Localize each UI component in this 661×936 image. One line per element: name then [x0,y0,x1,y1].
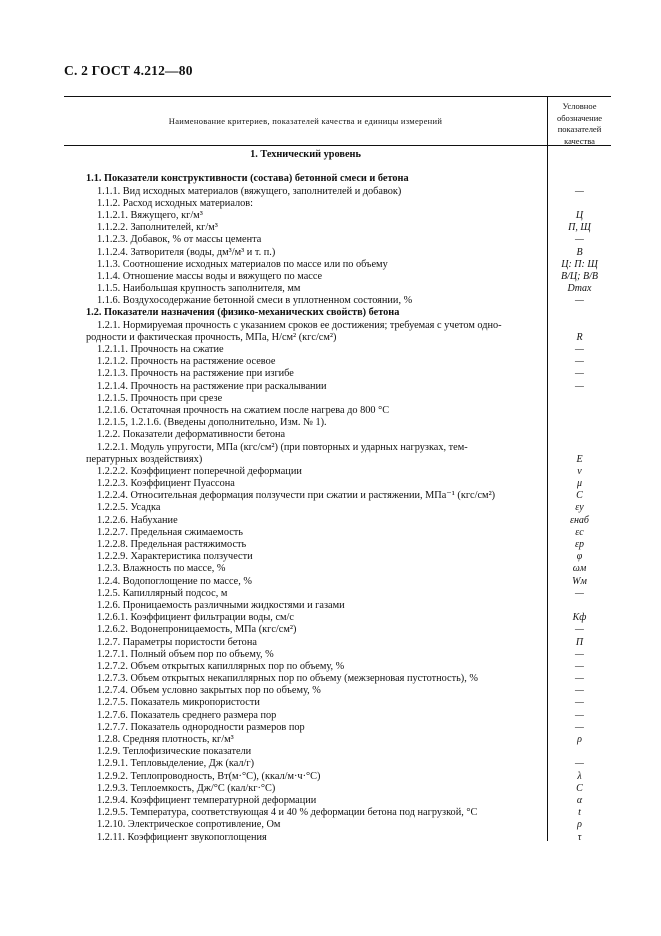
criterion-text: 1.2.7.1. Полный объем пор по объему, % [97,648,274,660]
section-heading [64,149,611,161]
table-row [64,368,611,380]
criterion-text: 1.2.1.5, 1.2.1.6. (Введены дополнительно, Изм. № 1). [97,417,327,429]
column-header-symbol-line: Условное [562,101,597,111]
symbol-cell: μ [576,478,583,490]
symbol-cell: ν [577,465,582,477]
symbol-cell: — [575,295,584,307]
symbol-cell: — [575,368,584,380]
symbol-cell: E [576,453,583,465]
criterion-text: 1.1.5. Наибольшая крупность заполнителя, мм [97,283,301,295]
symbol-cell: — [575,758,584,770]
table-row [64,320,611,332]
criterion-text: 1.1.2. Расход исходных материалов: [97,197,253,209]
criterion-text: 1.1.1. Вид исходных материалов (вяжущего, заполнителей и добавок) [97,185,402,197]
table-row [64,576,611,588]
symbol-cell: П [575,636,584,648]
symbol-cell: Dmax [567,283,592,295]
criterion-text: 1.2.2.1. Модуль упругости, МПа (кгс/см²) (при повторных и ударных нагрузках, тем- [97,441,468,453]
criterion-text: 1.2.6. Проницаемость различными жидкостями и газами [97,599,345,611]
criterion-text: 1.2.2.6. Набухание [97,514,178,526]
criterion-text: 1.2.9.3. Теплоемкость, Дж/°С (кал/кг·°С) [97,782,276,794]
symbol-cell: — [575,673,584,685]
symbol-cell: φ [576,551,583,563]
table-row [64,600,611,612]
table-row [64,186,611,198]
table-row [64,795,611,807]
symbol-cell: τ [577,831,582,843]
criterion-text: 1.2.6.1. Коэффициент фильтрации воды, см/с [97,612,294,624]
symbol-cell: Kф [572,612,587,624]
criterion-text: 1.1.2.2. Заполнителей, кг/м³ [97,222,218,234]
table-row [64,454,611,466]
symbol-cell: — [575,697,584,709]
table-row [64,612,611,624]
column-header-criteria: Наименование критериев, показателей качества и единицы измерений [168,116,443,126]
symbol-cell: — [575,587,584,599]
symbol-cell: ρ [577,734,582,745]
criterion-text: 1.1.2.3. Добавок, % от массы цемента [97,234,262,246]
criterion-text: 1.2.7.7. Показатель однородности размеров пор [97,721,305,733]
symbol-cell: — [575,185,584,197]
symbol-cell: ωм [572,563,587,575]
symbol-cell: C [576,782,583,794]
table-row [64,466,611,478]
criterion-text: 1. Технический уровень [250,149,361,160]
criterion-text: 1.1.3. Соотношение исходных материалов по массе или по объему [97,258,388,270]
criterion-text: 1.1.6. Воздухосодержание бетонной смеси в уплотненном состоянии, % [97,295,413,307]
symbol-cell: R [576,331,583,343]
criterion-text: 1.2.5. Капиллярный подсос, м [97,587,228,599]
symbol-cell: t [578,807,581,819]
table-row [64,405,611,417]
criterion-text: 1.2.1.3. Прочность на растяжение при изгибе [97,368,294,380]
table-body [64,149,611,844]
table-row [64,649,611,661]
symbol-cell: — [575,380,584,392]
symbol-cell: — [575,356,584,368]
criterion-text: 1.2.7.6. Показатель среднего размера пор [97,709,277,721]
table-row [64,417,611,429]
criterion-text: 1.1.2.1. Вяжущего, кг/м³ [97,209,203,221]
table-row [64,746,611,758]
symbol-cell: εр [575,539,584,550]
table-row [64,819,611,831]
criterion-text: 1.1.2.4. Затворителя (воды, дм³/м³ и т. п.) [97,246,276,258]
criterion-text: 1.2.7.3. Объем открытых некапиллярных пор по объему (межзерновая пустотность), % [97,673,478,685]
table-row [64,198,611,210]
criterion-text: 1.2.2. Показатели деформативности бетона [97,429,286,441]
symbol-cell: Ц: П: Щ [561,258,598,270]
table-row [64,295,611,307]
table-row [64,502,611,514]
criterion-text: 1.2.7.2. Объем открытых капиллярных пор по объему, % [97,660,345,672]
criterion-text: 1.2.10. Электрическое сопротивление, Ом [97,819,281,831]
symbol-cell: — [575,685,584,697]
table-row [64,624,611,636]
symbol-cell: — [575,721,584,733]
column-header-symbol [548,101,611,147]
criterion-text: 1.2.7.5. Показатель микропористости [97,697,260,709]
table-row [64,210,611,222]
symbol-cell: Wм [572,575,587,587]
table-row [64,393,611,405]
column-header-symbol-line: качества [564,135,595,146]
symbol-cell: — [575,234,584,246]
symbol-cell: — [575,624,584,636]
table-row [64,442,611,454]
criterion-text: 1.1.4. Отношение массы воды и вяжущего по массе [97,270,323,282]
table-row [64,381,611,393]
criterion-text: 1.2.9.5. Температура, соответствующая 4 и 40 % деформации бетона под нагрузкой, °С [97,807,478,819]
criterion-text: 1.2.9.1. Тепловыделение, Дж (кал/г) [97,758,255,770]
criterion-text: 1.2.1. Нормируемая прочность с указанием сроков ее достижения; требуемая с учетом одно- [97,319,502,331]
table-row [64,710,611,722]
criterion-text: 1.2.2.5. Усадка [97,502,161,514]
table-row [64,758,611,770]
table-row [64,807,611,819]
table-row [64,734,611,746]
criterion-text: пературных воздействиях) [86,453,203,465]
criterion-text: 1.2.4. Водопоглощение по массе, % [97,575,252,587]
symbol-cell: — [575,648,584,660]
criterion-text: 1.2.7. Параметры пористости бетона [97,636,257,648]
table-row [64,332,611,344]
symbol-cell: C [576,490,583,502]
table-row [64,539,611,551]
table-row [64,637,611,649]
subsection-heading [64,173,611,185]
table-row [64,685,611,697]
column-header-symbol-line: обозначение [556,112,603,123]
table-row [64,161,611,173]
criterion-text: 1.2.11. Коэффициент звукопоглощения [97,831,267,843]
symbol-cell: εс [575,526,584,538]
table-row [64,722,611,734]
column-header-symbol-line: показателей [557,124,602,134]
criterion-text: 1.1. Показатели конструктивности (состава) бетонной смеси и бетона [86,173,409,185]
symbol-cell: εу [575,502,584,514]
table-row [64,697,611,709]
criterion-text: 1.2.9.4. Коэффициент температурной деформации [97,794,317,806]
criterion-text: 1.2.6.2. Водонепроницаемость, МПа (кгс/см²) [97,624,297,636]
symbol-cell: ρ [577,819,582,831]
criterion-text: 1.2.8. Средняя плотность, кг/м³ [97,734,234,745]
table-row [64,832,611,844]
table-row [64,551,611,563]
table-header-rule [64,145,611,146]
criterion-text: родности и фактическая прочность, МПа, Н/см² (кгс/см²) [86,331,337,343]
table-row [64,783,611,795]
table-row [64,490,611,502]
table-row [64,673,611,685]
criterion-text: 1.2.1.2. Прочность на растяжение осевое [97,356,276,368]
table-row [64,429,611,441]
table-top-rule [64,96,611,97]
table-row [64,563,611,575]
page-title: С. 2 ГОСТ 4.212—80 [64,63,193,78]
symbol-cell: В [576,246,583,258]
table-row [64,771,611,783]
criterion-text: 1.2.2.3. Коэффициент Пуассона [97,478,235,490]
table-row [64,259,611,271]
criterion-text: 1.2.2.8. Предельная растяжимость [97,539,247,550]
criterion-text: 1.2.1.4. Прочность на растяжение при раскалывании [97,380,327,392]
criterion-text: 1.2.2.2. Коэффициент поперечной деформации [97,465,302,477]
criterion-text: 1.2. Показатели назначения (физико-механических свойств) бетона [86,307,400,319]
criterion-text: 1.2.2.9. Характеристика ползучести [97,551,253,563]
symbol-cell: Ц [575,209,584,221]
criterion-text: 1.2.7.4. Объем условно закрытых пор по объему, % [97,685,321,697]
table-row [64,271,611,283]
criterion-text: 1.2.3. Влажность по массе, % [97,563,226,575]
criterion-text: 1.2.2.7. Предельная сжимаемость [97,526,243,538]
criterion-text: 1.2.1.5. Прочность при срезе [97,392,223,404]
table-row [64,222,611,234]
symbol-cell: — [575,660,584,672]
symbol-cell: α [576,794,583,806]
table-row [64,478,611,490]
symbol-cell: — [575,344,584,355]
table-row [64,356,611,368]
subsection-heading [64,307,611,319]
table-row [64,515,611,527]
symbol-cell: П, Щ [568,222,591,234]
symbol-cell: — [575,709,584,721]
symbol-cell: λ [577,770,582,782]
criterion-text: 1.2.2.4. Относительная деформация ползучести при сжатии и растяжении, МПа⁻¹ (кгс/см²) [97,490,496,502]
symbol-cell: В/Ц; В/В [561,270,598,282]
table-row [64,588,611,600]
table-row [64,344,611,356]
criterion-text: 1.2.1.1. Прочность на сжатие [97,344,224,355]
criterion-text: 1.2.9.2. Теплопроводность, Вт(м·°С), (ккал/м·ч·°С) [97,770,321,782]
table-row [64,283,611,295]
table-row [64,234,611,246]
criterion-text: 1.2.9. Теплофизические показатели [97,746,252,758]
criterion-text: 1.2.1.6. Остаточная прочность на сжатием после нагрева до 800 °С [97,404,390,416]
symbol-cell: εнаб [570,514,589,526]
table-row [64,661,611,673]
table-row [64,247,611,259]
table-row [64,527,611,539]
